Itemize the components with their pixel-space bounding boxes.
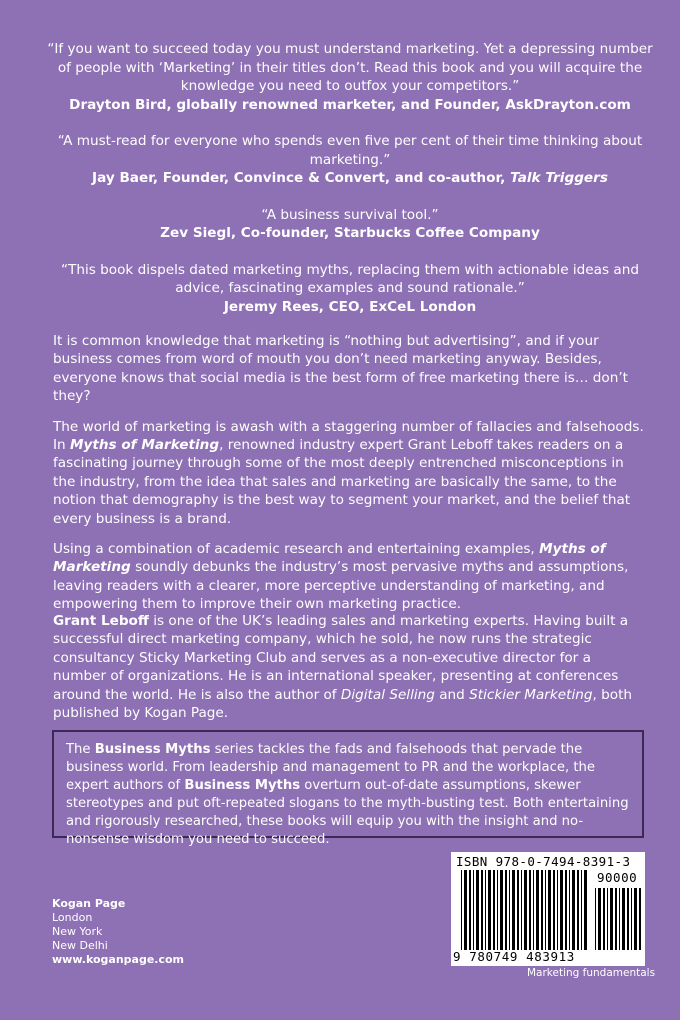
barcode-bar — [565, 870, 567, 950]
barcode-bar — [622, 888, 625, 950]
barcode-bar — [488, 870, 491, 950]
barcode-bar — [572, 870, 575, 950]
barcode-bar — [557, 870, 558, 950]
endorsement-quote — [40, 40, 660, 114]
barcode-bar — [493, 870, 495, 950]
barcode-bar — [517, 870, 519, 950]
barcode-bar — [569, 870, 570, 950]
quote-attribution: Drayton Bird, globally renowned marketer, and Founder, AskDrayton.com — [69, 96, 631, 113]
barcode-bar — [581, 870, 582, 950]
isbn-barcode — [451, 852, 645, 966]
barcode-bar — [598, 888, 601, 950]
book-title: Stickier Marketing — [469, 686, 593, 703]
ean-number: 9 780749 483913 — [453, 949, 575, 964]
addon-barcode-bars — [595, 888, 641, 950]
barcode-bar — [631, 888, 632, 950]
series-name: Business Myths — [184, 778, 301, 793]
blurb-paragraph: It is common knowledge that marketing is “nothing but advertising”, and if your business comes from word of mouth you don’t need marketing anyway. Besides, everyone knows that social media is the best form of free marketing there is… don’t they? — [53, 333, 628, 405]
barcode-bar — [548, 870, 551, 950]
quote-attribution: Zev Siegl, Co-founder, Starbucks Coffee Company — [160, 225, 540, 241]
blurb-paragraph: The world of marketing is awash with a staggering number of fallacies and falsehoods. In Myths of Marketing, renowned industry expert Grant Leboff takes readers on a fascinating journey through some of the most deeply entrenched misconceptions in the industry, from the idea that sales and marketing are basically the same, to the notion that demography is the best way to segment your market, and the belief that every business is a brand. — [53, 418, 644, 527]
quote-text: “If you want to succeed today you must understand marketing. Yet a depressing number of people with ‘Marketing’ in their titles don’t. Read this book and you will acquire the knowledge you need to outfox your competitors.” — [47, 41, 653, 94]
isbn-label: ISBN 978-0-7494-8391-3 — [456, 854, 631, 869]
barcode-bar — [533, 870, 534, 950]
barcode-bar — [521, 870, 522, 950]
endorsement-quote — [40, 206, 660, 243]
barcode-bar — [476, 870, 479, 950]
book-title: Myths of Marketing — [53, 541, 606, 576]
barcode-bar — [603, 888, 605, 950]
author-name: Grant Leboff — [53, 613, 149, 629]
publisher-name: Kogan Page — [52, 897, 126, 910]
barcode-bar — [464, 870, 467, 950]
barcode-bars — [461, 870, 589, 950]
publisher-city: London — [52, 911, 93, 924]
series-description-box: The Business Myths series tackles the fads and falsehoods that pervade the business world. From leadership and management to PR and the workplace, the expert authors of Business Myths overturn out-of-date assumptions, skewer stereotypes and put oft-repeated slogans to the myth-busting test. Both entertaining and rigorously researched, these books will equip you with the insight and no-nonsense wisdom you need to succeed. — [52, 730, 644, 838]
barcode-bar — [497, 870, 498, 950]
publisher-info — [52, 897, 184, 967]
book-blurb — [53, 332, 648, 626]
barcode-bar — [473, 870, 474, 950]
bio-paragraph: Grant Leboff is one of the UK’s leading sales and marketing experts. Having built a successful direct marketing company, which he sold, he now runs the strategic consultancy Sticky Marketing Club and serves as a non-executive director for a number of organizations. He is an international speaker, presenting at conferences around the world. He is also the author of Digital Selling and Stickier Marketing, both published by Kogan Page. — [53, 613, 633, 722]
barcode-bar — [469, 870, 471, 950]
barcode-bar — [584, 870, 587, 950]
barcode-bar — [529, 870, 531, 950]
barcode-bar — [634, 888, 637, 950]
barcode-bar — [619, 888, 620, 950]
barcode-bar — [461, 870, 462, 950]
barcode-bar — [541, 870, 543, 950]
publisher-url[interactable]: www.koganpage.com — [52, 953, 185, 966]
barcode-bar — [595, 888, 596, 950]
quote-text: “This book dispels dated marketing myths, replacing them with actionable ideas and advice, fascinating examples and sound rationale.” — [61, 261, 639, 296]
barcode-bar — [627, 888, 629, 950]
endorsement-quote — [40, 261, 660, 317]
barcode-bar — [560, 870, 563, 950]
publisher-city: New York — [52, 925, 103, 938]
barcode-bar — [481, 870, 483, 950]
barcode-bar — [512, 870, 515, 950]
barcode-bar — [615, 888, 617, 950]
barcode-bar — [500, 870, 503, 950]
quote-attribution: Jay Baer, Founder, Convince & Convert, and co-author, Talk Triggers — [92, 170, 608, 186]
barcode-bar — [524, 870, 527, 950]
quote-text: “A must-read for everyone who spends even five per cent of their time thinking about marketing.” — [57, 133, 643, 168]
barcode-bar — [536, 870, 539, 950]
barcode-bar — [509, 870, 510, 950]
barcode-bar — [639, 888, 641, 950]
author-bio — [53, 612, 648, 734]
price-code: 90000 — [597, 870, 638, 885]
barcode-bar — [610, 888, 613, 950]
publisher-city: New Delhi — [52, 939, 108, 952]
barcode-bar — [607, 888, 608, 950]
barcode-bar — [553, 870, 555, 950]
quote-text: “A business survival tool.” — [261, 206, 439, 223]
barcode-bar — [485, 870, 486, 950]
barcode-bar — [505, 870, 507, 950]
book-title: Myths of Marketing — [69, 437, 220, 454]
endorsement-quote — [40, 132, 660, 188]
endorsements — [40, 40, 660, 334]
blurb-paragraph: Using a combination of academic research and entertaining examples, Myths of Marketing soundly debunks the industry’s most pervasive myths and assumptions, leaving readers with a clearer, more perceptive understanding of marketing, and empowering them to improve their own marketing practice. — [53, 541, 629, 613]
book-title: Talk Triggers — [510, 170, 608, 186]
book-category: Marketing fundamentals — [527, 967, 656, 979]
series-name: Business Myths — [94, 742, 211, 757]
book-title: Digital Selling — [340, 686, 435, 703]
barcode-bar — [577, 870, 579, 950]
quote-attribution: Jeremy Rees, CEO, ExCeL London — [223, 298, 477, 315]
barcode-bar — [545, 870, 546, 950]
